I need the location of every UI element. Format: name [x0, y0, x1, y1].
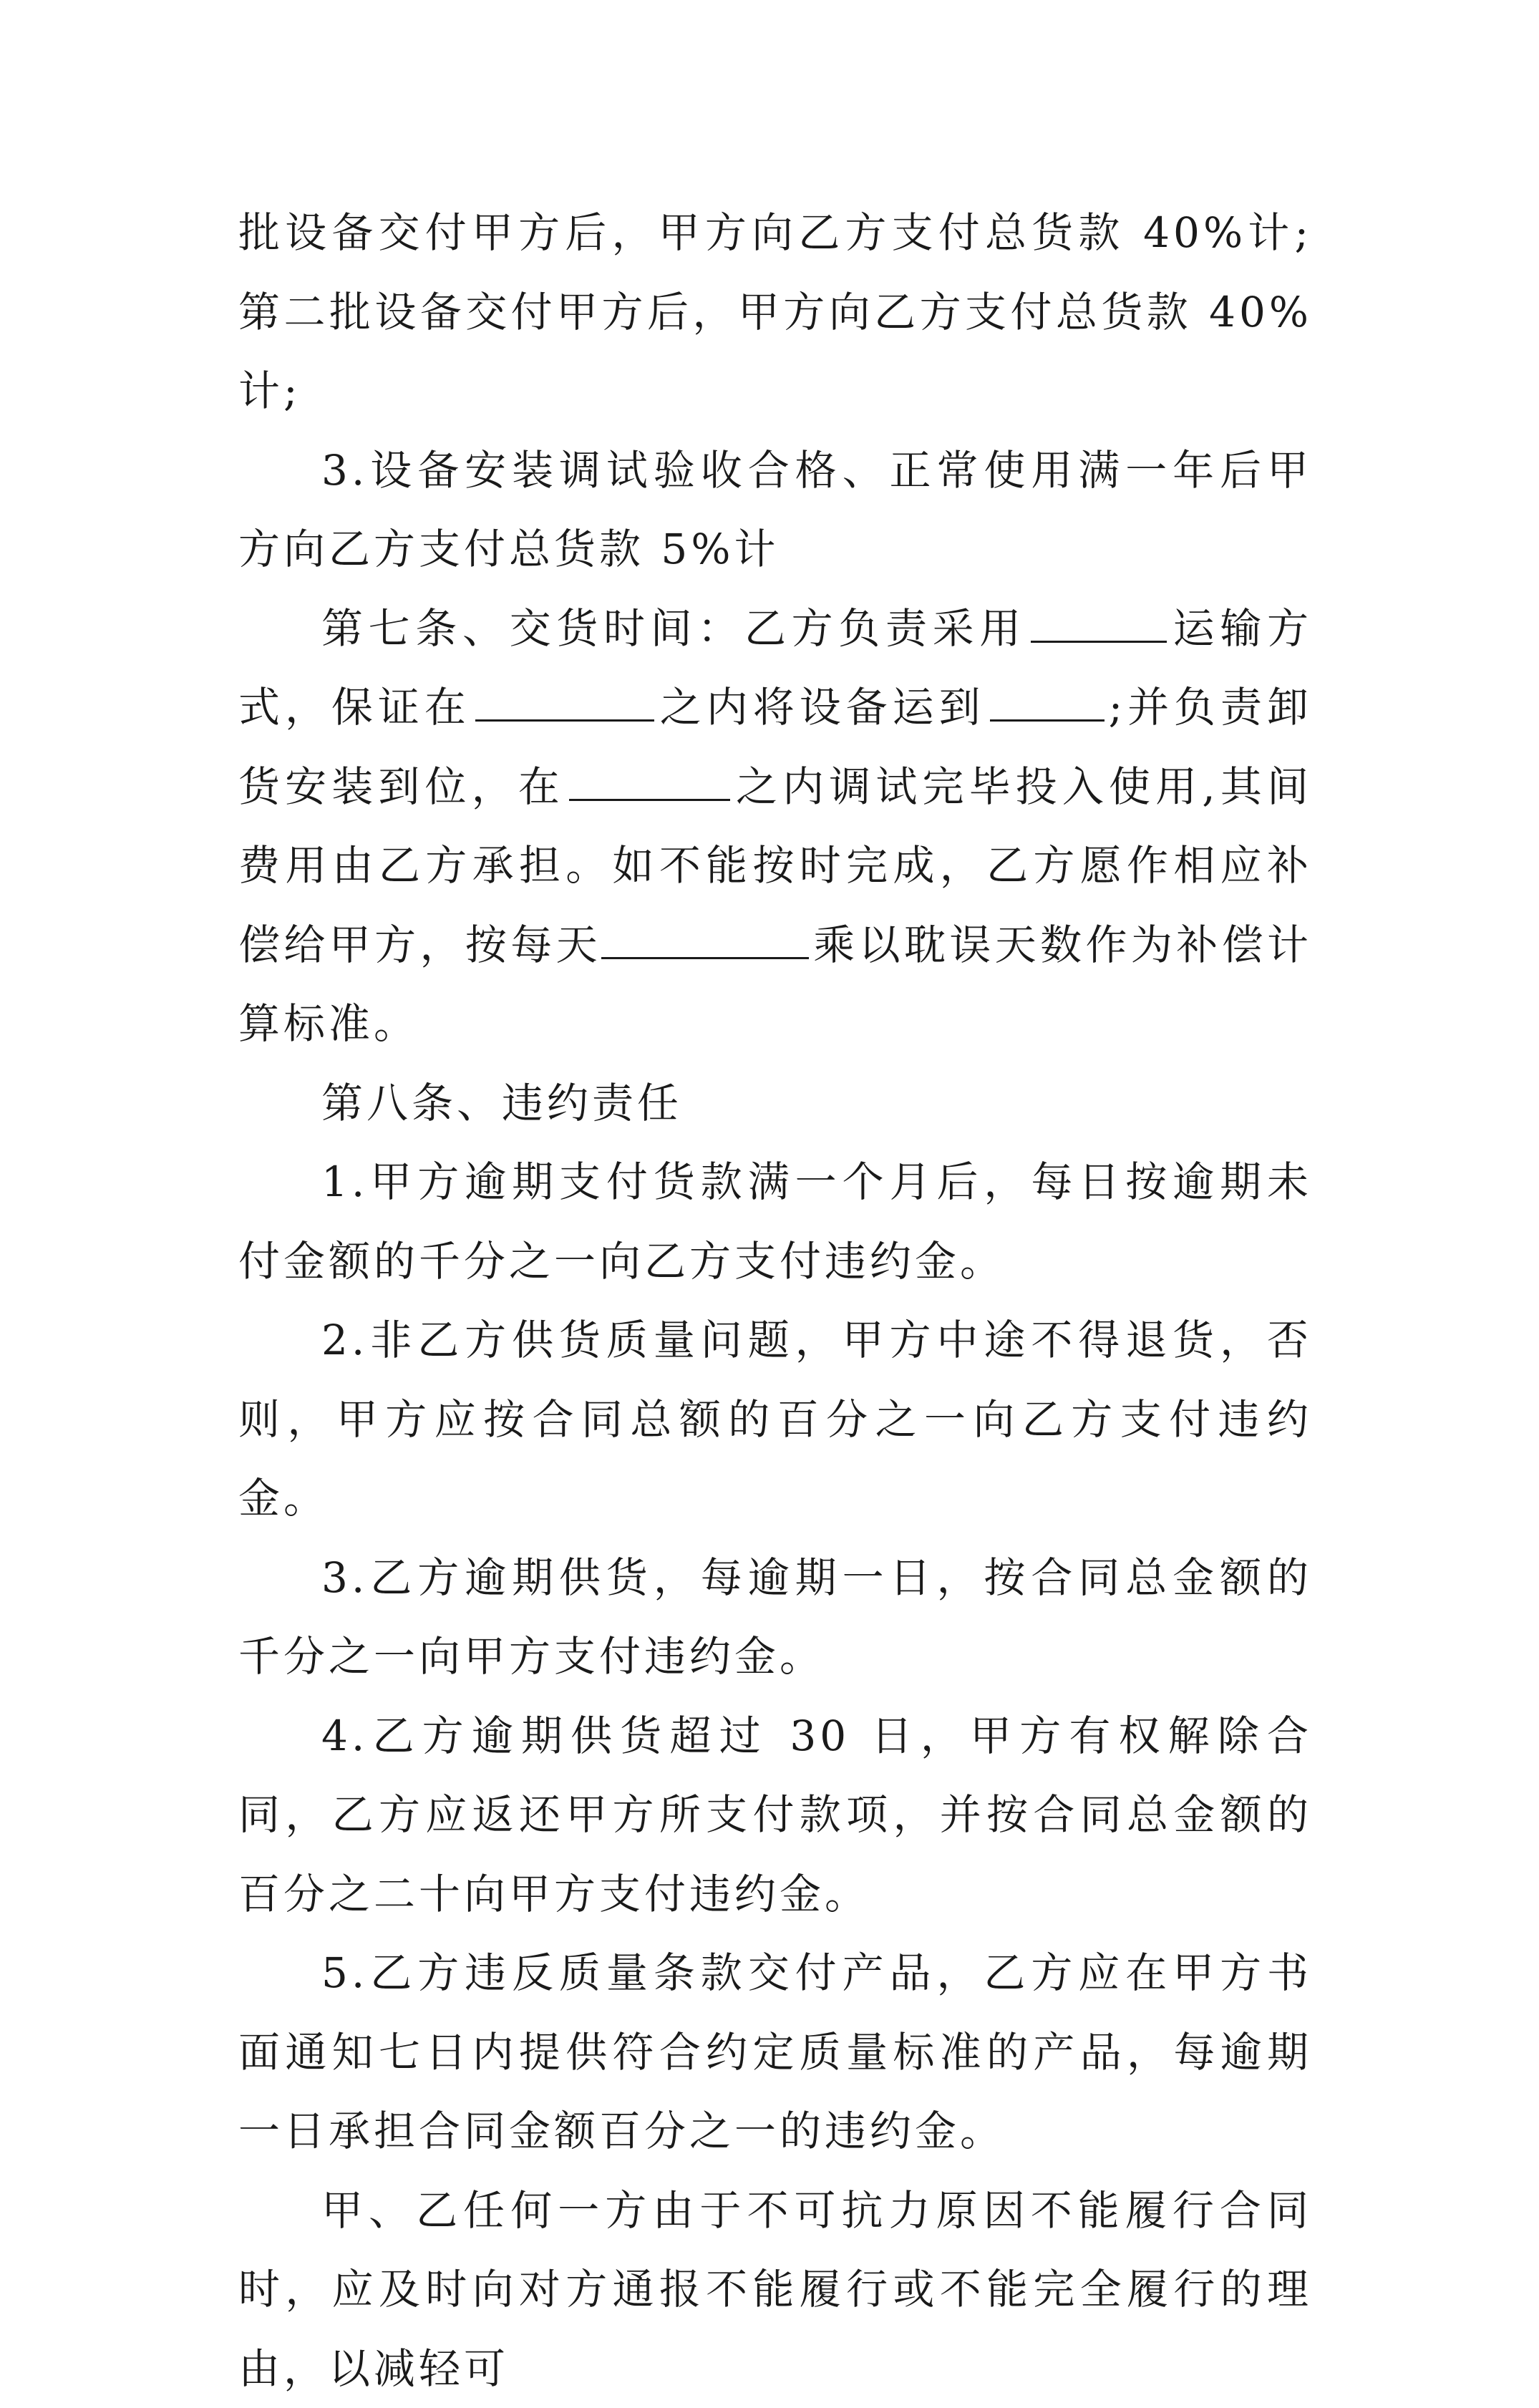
- article-8-title: 第八条、违约责任: [238, 1064, 1312, 1143]
- breach-clause-3: 3.乙方逾期供货，每逾期一日，按合同总金额的千分之一向甲方支付违约金。: [238, 1538, 1312, 1696]
- payment-clause-3: 3.设备安装调试验收合格、正常使用满一年后甲方向乙方支付总货款 5%计: [238, 431, 1312, 589]
- force-majeure-paragraph: 甲、乙任何一方由于不可抗力原因不能履行合同时，应及时向对方通报不能履行或不能完全履行的理由，以减轻可: [238, 2171, 1312, 2408]
- delivery-period-blank: [475, 682, 654, 722]
- breach-clause-1: 1.甲方逾期支付货款满一个月后，每日按逾期未付金额的千分之一向乙方支付违约金。: [238, 1142, 1312, 1301]
- transport-mode-blank: [1031, 603, 1167, 643]
- destination-blank: [990, 682, 1105, 722]
- document-body: [238, 193, 1312, 2408]
- breach-clause-4: 4.乙方逾期供货超过 30 日，甲方有权解除合同，乙方应返还甲方所支付款项，并按合同总金额的百分之二十向甲方支付违约金。: [238, 1696, 1312, 1934]
- commissioning-period-blank: [569, 762, 730, 801]
- payment-continued-paragraph: 批设备交付甲方后，甲方向乙方支付总货款 40%计;第二批设备交付甲方后，甲方向乙方支付总货款 40%计;: [238, 193, 1312, 431]
- article-7-text-3: 之内将设备运到: [659, 683, 986, 732]
- article-7-text-1: 第七条、交货时间：乙方负责采用: [321, 604, 1026, 653]
- article-7-text-5: 之内调试完毕投入使用,其间费用由乙方承担。如不能按时完成，乙方愿作相应补偿给甲方，按每天: [238, 762, 1312, 969]
- article-7-text-6: 乘以耽误天数作为补偿计算标准。: [238, 921, 1312, 1049]
- daily-compensation-blank: [601, 920, 809, 959]
- breach-clause-2: 2.非乙方供货质量问题，甲方中途不得退货，否则，甲方应按合同总额的百分之一向乙方支付违约金。: [238, 1301, 1312, 1538]
- article-7-text-2: 运输方式，保证在: [238, 604, 1312, 732]
- article-7-text-4: ;并负责卸货安装到位，在: [238, 683, 1312, 811]
- article-7-delivery-time: [238, 589, 1312, 1064]
- breach-clause-5: 5.乙方违反质量条款交付产品，乙方应在甲方书面通知七日内提供符合约定质量标准的产品，每逾期一日承担合同金额百分之一的违约金。: [238, 1933, 1312, 2171]
